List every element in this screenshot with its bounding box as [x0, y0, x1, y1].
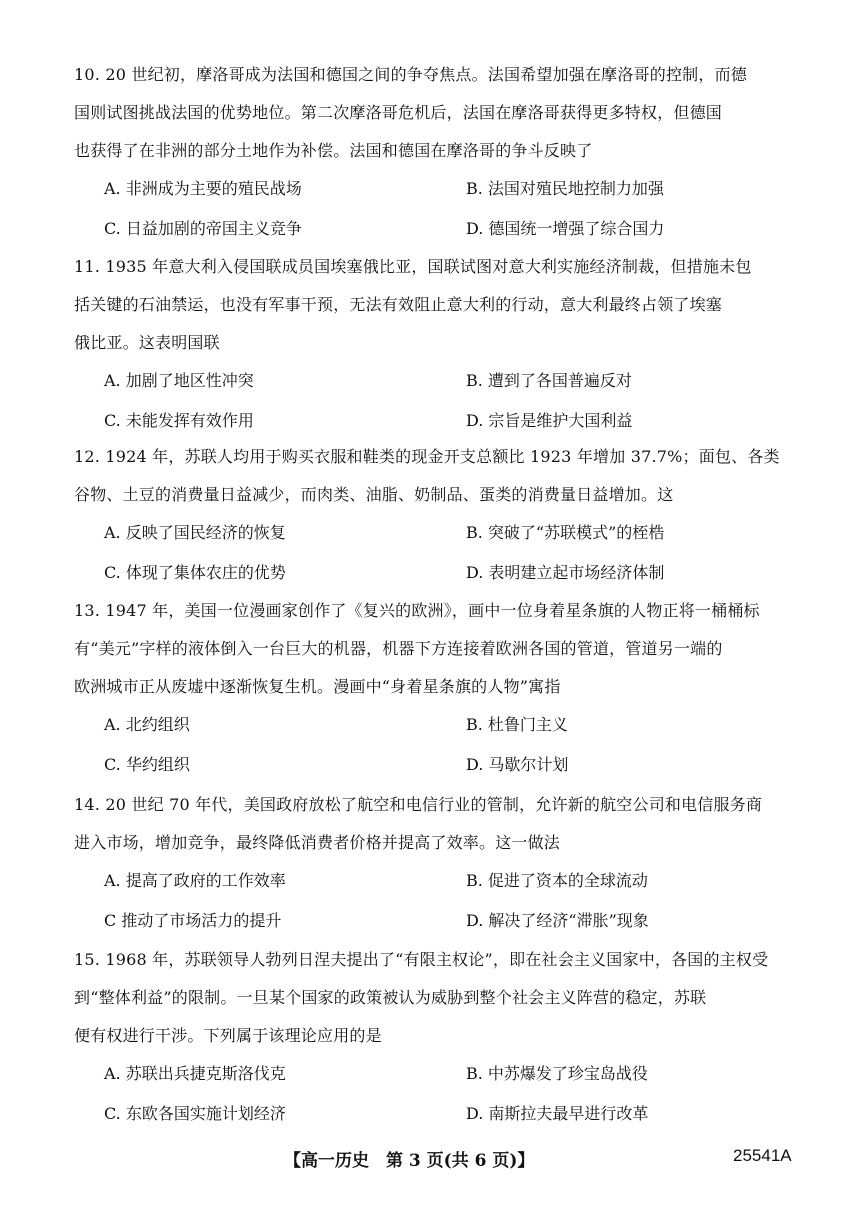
exam-code: 25541A — [733, 1146, 792, 1165]
option-a[interactable]: A. 北约组织 — [104, 715, 190, 734]
page-footer — [0, 1146, 860, 1176]
option-a[interactable]: A. 苏联出兵捷克斯洛伐克 — [104, 1064, 286, 1083]
option-b[interactable]: B. 促进了资本的全球流动 — [466, 871, 648, 890]
question-text-line: 欧洲城市正从废墟中逐渐恢复生机。漫画中“身着星条旗的人物”寓指 — [74, 677, 561, 696]
option-b[interactable]: B. 遭到了各国普遍反对 — [466, 371, 632, 390]
question-10 — [74, 56, 804, 250]
question-text-line: 15. 1968 年，苏联领导人勃列日涅夫提出了“有限主权论”，即在社会主义国家中，各国的主权受 — [74, 950, 769, 969]
answer-options — [104, 1055, 804, 1135]
question-text-line: 11. 1935 年意大利入侵国联成员国埃塞俄比亚，国联试图对意大利实施经济制裁，但措施未包 — [74, 257, 752, 276]
answer-options — [104, 170, 804, 250]
question-14 — [74, 786, 804, 942]
question-text-line: 谷物、土豆的消费量日益减少，而肉类、油脂、奶制品、蛋类的消费量日益增加。这 — [74, 485, 674, 504]
option-c[interactable]: C 推动了市场活力的提升 — [104, 911, 282, 930]
question-text-line: 便有权进行干涉。下列属于该理论应用的是 — [74, 1026, 382, 1045]
option-d[interactable]: D. 表明建立起市场经济体制 — [466, 563, 665, 582]
question-13 — [74, 592, 804, 786]
question-11 — [74, 248, 804, 442]
question-text-line: 俄比亚。这表明国联 — [74, 333, 220, 352]
question-text-line: 也获得了在非洲的部分土地作为补偿。法国和德国在摩洛哥的争斗反映了 — [74, 141, 593, 160]
option-c[interactable]: C. 东欧各国实施计划经济 — [104, 1104, 286, 1123]
option-b[interactable]: B. 突破了“苏联模式”的桎梏 — [466, 523, 665, 542]
answer-options — [104, 362, 804, 442]
question-12 — [74, 438, 804, 594]
question-text-line: 13. 1947 年，美国一位漫画家创作了《复兴的欧洲》，画中一位身着星条旗的人物正将一桶桶标 — [74, 601, 760, 620]
answer-options — [104, 862, 804, 942]
option-a[interactable]: A. 非洲成为主要的殖民战场 — [104, 179, 302, 198]
option-a[interactable]: A. 提高了政府的工作效率 — [104, 871, 286, 890]
option-d[interactable]: D. 德国统一增强了综合国力 — [466, 219, 665, 238]
question-text-line: 国则试图挑战法国的优势地位。第二次摩洛哥危机后，法国在摩洛哥获得更多特权，但德国 — [74, 103, 723, 122]
question-15 — [74, 941, 804, 1135]
answer-options — [104, 706, 804, 786]
question-text-line: 括关键的石油禁运，也没有军事干预，无法有效阻止意大利的行动，意大利最终占领了埃塞 — [74, 295, 723, 314]
page-number-label: 【高一历史 第 3 页(共 6 页)】 — [284, 1151, 535, 1171]
option-c[interactable]: C. 未能发挥有效作用 — [104, 411, 254, 430]
option-b[interactable]: B. 法国对殖民地控制力加强 — [466, 179, 664, 198]
option-a[interactable]: A. 反映了国民经济的恢复 — [104, 523, 286, 542]
option-c[interactable]: C. 日益加剧的帝国主义竞争 — [104, 219, 302, 238]
answer-options — [104, 514, 804, 594]
option-d[interactable]: D. 马歇尔计划 — [466, 755, 569, 774]
question-text-line: 到“整体利益”的限制。一旦某个国家的政策被认为威胁到整个社会主义阵营的稳定，苏联 — [74, 988, 707, 1007]
option-c[interactable]: C. 体现了集体农庄的优势 — [104, 563, 286, 582]
question-text-line: 12. 1924 年，苏联人均用于购买衣服和鞋类的现金开支总额比 1923 年增加 37.7%；面包、各类 — [74, 447, 780, 466]
option-d[interactable]: D. 宗旨是维护大国利益 — [466, 411, 633, 430]
option-b[interactable]: B. 中苏爆发了珍宝岛战役 — [466, 1064, 648, 1083]
question-text-line: 有“美元”字样的液体倒入一台巨大的机器，机器下方连接着欧洲各国的管道，管道另一端的 — [74, 639, 723, 658]
question-text-line: 进入市场，增加竞争，最终降低消费者价格并提高了效率。这一做法 — [74, 833, 561, 852]
option-d[interactable]: D. 解决了经济“滞胀”现象 — [466, 911, 649, 930]
question-text-line: 14. 20 世纪 70 年代，美国政府放松了航空和电信行业的管制，允许新的航空公司和电信服务商 — [74, 795, 763, 814]
option-d[interactable]: D. 南斯拉夫最早进行改革 — [466, 1104, 649, 1123]
option-c[interactable]: C. 华约组织 — [104, 755, 190, 774]
question-text-line: 10. 20 世纪初，摩洛哥成为法国和德国之间的争夺焦点。法国希望加强在摩洛哥的控制，而德 — [74, 65, 747, 84]
option-a[interactable]: A. 加剧了地区性冲突 — [104, 371, 254, 390]
option-b[interactable]: B. 杜鲁门主义 — [466, 715, 568, 734]
